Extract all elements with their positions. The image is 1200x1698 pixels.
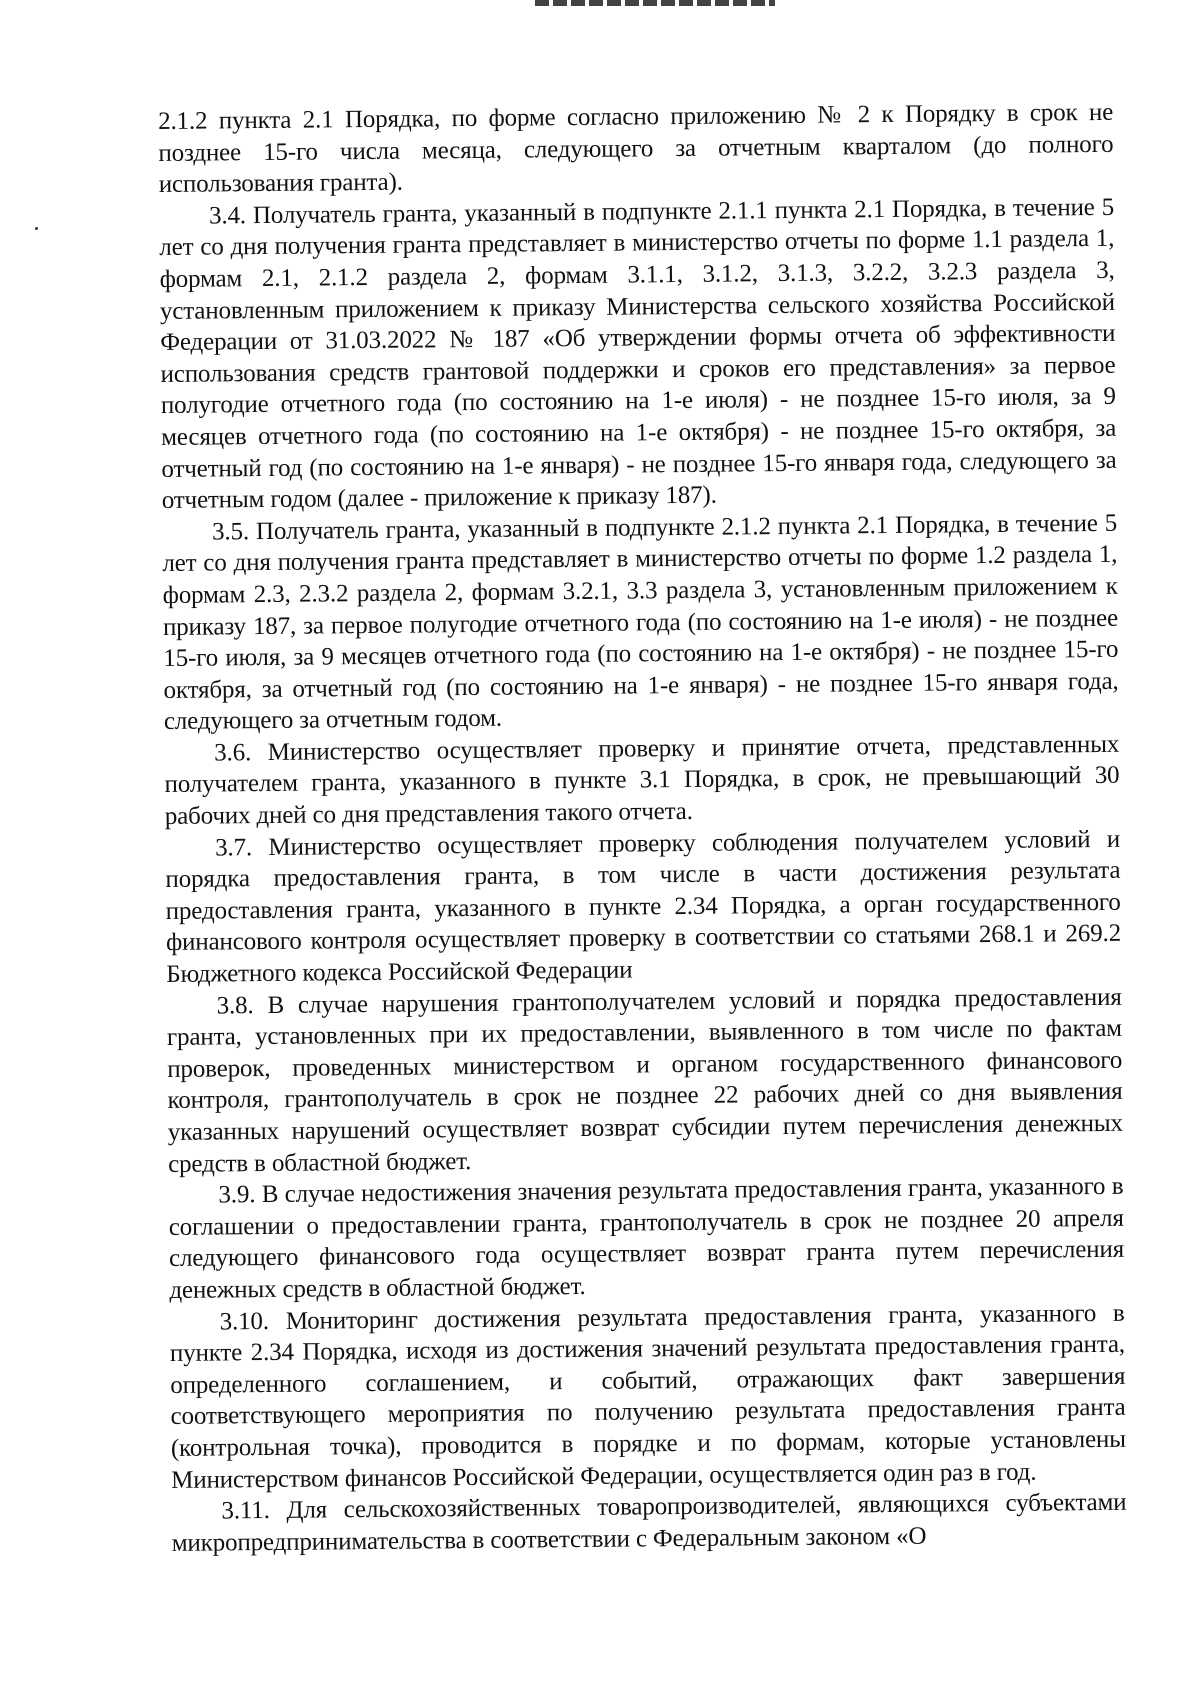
paragraph-3-6: 3.6. Министерство осуществляет проверку и принятие отчета, представленных получателем гранта, указанного в пункте 3.1 Порядка, в срок, не превышающий 30 рабочих дней со дня представления такого отчета. <box>164 730 1120 831</box>
page-top-edge-mark <box>535 0 775 6</box>
paragraph-3-10: 3.10. Мониторинг достижения результата предоставления гранта, указанного в пункте 2.34 Порядка, исходя из достижения значений результата предоставления гранта, определенного соглашением, и событий, отражающих факт завершения соответствующего мероприятия по получению результата предоставления гранта (контрольная точка), проводится в порядке и по формам, которые установлены Министерством финансов Российской Федерации, осуществляется один раз в год. <box>169 1299 1126 1494</box>
paragraph-3-9: 3.9. В случае недостижения значения результата предоставления гранта, указанного в соглашении о предоставлении гранта, грантополучатель в срок не позднее 20 апреля следующего финансового года осуществляет возврат гранта путем перечисления денежных средств в областной бюджет. <box>168 1172 1125 1304</box>
paragraph-3-5: 3.5. Получатель гранта, указанный в подпункте 2.1.2 пункта 2.1 Порядка, в течение 5 лет со дня получения гранта представляет в министерство отчеты по форме 1.2 раздела 1, формам 2.3, 2.3.2 раздела 2, формам 3.2.1, 3.3 раздела 3, установленным приложением к приказу 187, за первое полугодие отчетного года (по состоянию на 1-е июля) - не позднее 15-го июля, за 9 месяцев отчетного года (по состоянию на 1-е октября) - не позднее 15-го октября, за отчетный год (по состоянию на 1-е января) - не позднее 15-го января года, следующего за отчетным годом. <box>162 509 1119 736</box>
paragraph-2-1-2-continuation: 2.1.2 пункта 2.1 Порядка, по форме согласно приложению № 2 к Порядку в срок не позднее 15-го числа месяца, следующего за отчетным кварталом (до полного использования гранта). <box>158 98 1114 199</box>
paragraph-3-7: 3.7. Министерство осуществляет проверку соблюдения получателем условий и порядка предоставления гранта, в том числе в части достижения результата предоставления гранта, указанного в пункте 2.34 Порядка, а орган государственного финансового контроля осуществляет проверку в соответствии со статьями 268.1 и 269.2 Бюджетного кодекса Российской Федерации <box>165 825 1122 988</box>
paragraph-3-4: 3.4. Получатель гранта, указанный в подпункте 2.1.1 пункта 2.1 Порядка, в течение 5 лет со дня получения гранта представляет в министерство отчеты по форме 1.1 раздела 1, формам 2.1, 2.1.2 раздела 2, формам 3.1.1, 3.1.2, 3.1.3, 3.2.2, 3.2.3 раздела 3, установленным приложением к приказу Министерства сельского хозяйства Российской Федерации от 31.03.2022 № 187 «Об утверждении формы отчета об эффективности использования средств грантовой поддержки и сроков его представления» за первое полугодие отчетного года (по состоянию на 1-е июля) - не позднее 15-го июля, за 9 месяцев отчетного года (по состоянию на 1-е октября) - не позднее 15-го октября, за отчетный год (по состоянию на 1-е января) - не позднее 15-го января года, следующего за отчетным годом (далее - приложение к приказу 187). <box>159 193 1117 515</box>
document-body <box>158 97 1127 1559</box>
scan-speck <box>35 227 38 230</box>
paragraph-3-8: 3.8. В случае нарушения грантополучателем условий и порядка предоставления гранта, установленных при их предоставлении, выявленного в том числе по фактам проверок, проведенных министерством и органом государственного финансового контроля, грантополучатель в срок не позднее 22 рабочих дней со дня выявления указанных нарушений осуществляет возврат субсидии путем перечисления денежных средств в областной бюджет. <box>166 983 1123 1178</box>
paragraph-3-11: 3.11. Для сельскохозяйственных товаропроизводителей, являющихся субъектами микропредпринимательства в соответствии с Федеральным законом «О <box>171 1488 1127 1557</box>
